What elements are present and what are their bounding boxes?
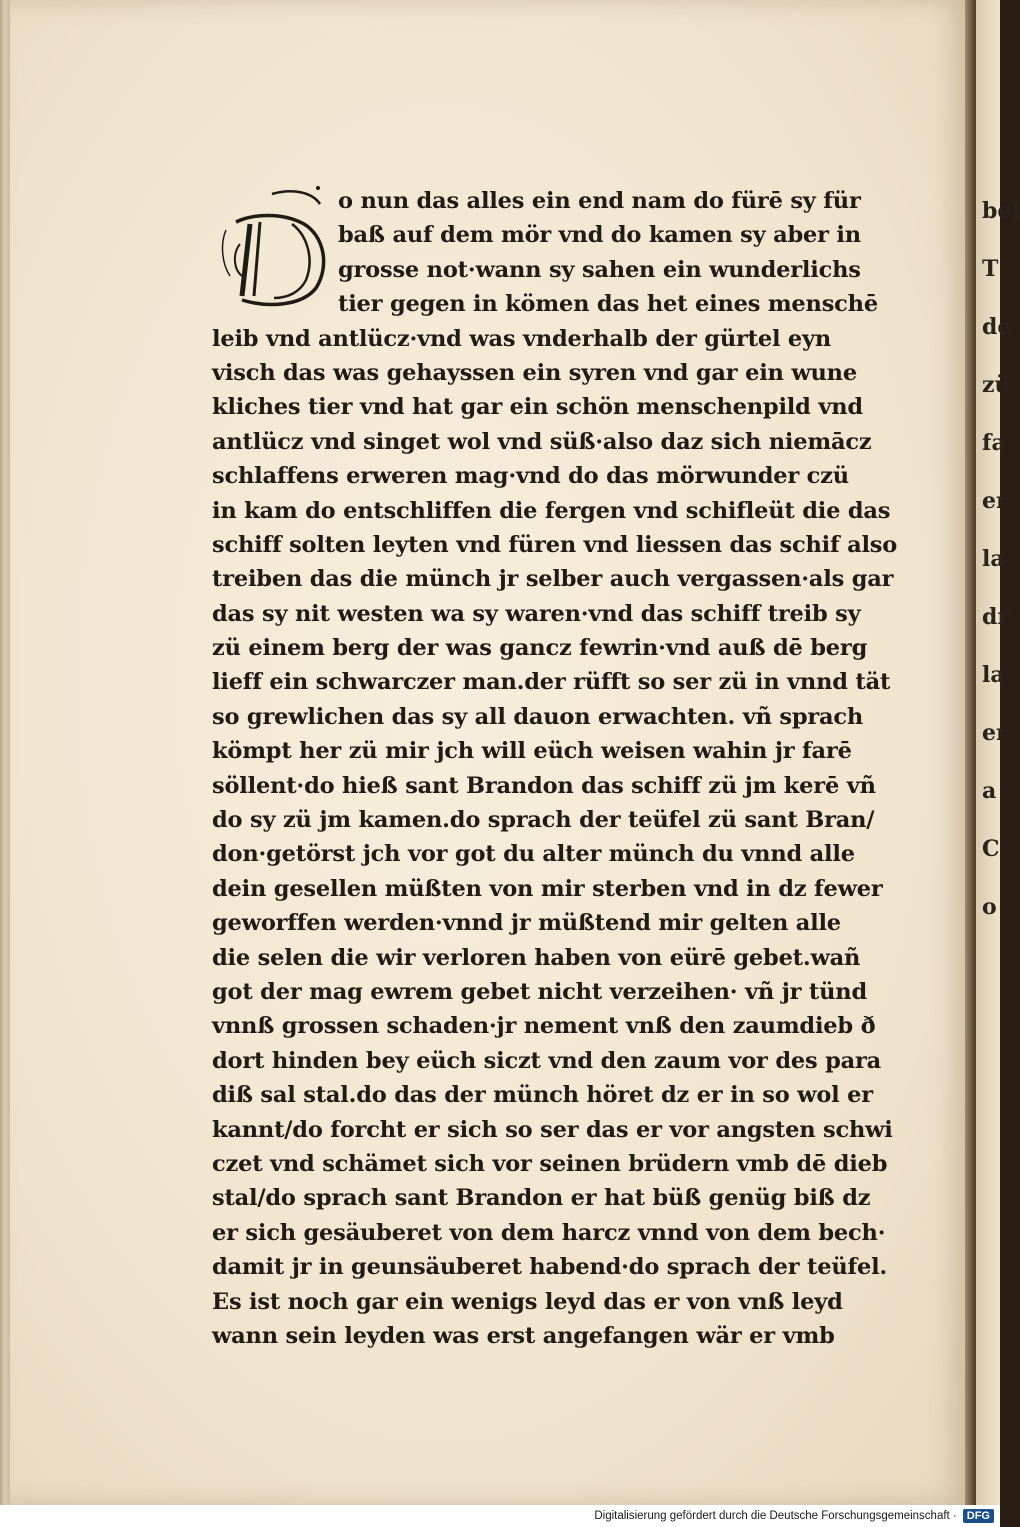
text-line: don·getörst jch vor got du alter münch du vnnd alle — [212, 841, 855, 868]
facing-page-fragment: de — [982, 314, 1012, 340]
text-line: er sich gesäuberet von dem harcz vnnd von dem bech· — [212, 1219, 886, 1246]
text-block — [212, 184, 898, 1353]
text-line: damit jr in geunsäuberet habend·do sprach der teüfel. — [212, 1254, 888, 1281]
text-line: schlaffens erweren mag·vnd do das mörwunder czü — [212, 463, 849, 490]
text-line: got der mag ewrem gebet nicht verzeihen· vñ jr tünd — [212, 978, 867, 1005]
text-line: baß auf dem mör vnd do kamen sy aber in — [338, 222, 861, 249]
text-line: geworffen werden·vnnd jr müßtend mir gelten alle — [212, 910, 841, 937]
text-line: lieff ein schwarczer man.der rüfft so ser zü in vnnd tät — [212, 669, 891, 696]
text-line: dein gesellen müßten von mir sterben vnd in dz fewer — [212, 875, 883, 902]
text-line: visch das was gehayssen ein syren vnd gar ein wune — [212, 359, 857, 386]
text-line: treiben das die münch jr selber auch vergassen·als gar — [212, 566, 894, 593]
text-line: leib vnd antlücz·vnd was vnderhalb der gürtel eyn — [212, 325, 832, 352]
text-line: das sy nit westen wa sy waren·vnd das schiff treib sy — [212, 600, 861, 627]
funding-credit: Digitalisierung gefördert durch die Deutsche Forschungsgemeinschaft · — [594, 1510, 957, 1522]
text-line: vnnß grossen schaden·jr nement vnß den zaumdieb ð — [212, 1013, 876, 1040]
text-line: kliches tier vnd hat gar ein schön menschenpild vnd — [212, 394, 863, 421]
text-line: schiff solten leyten vnd füren vnd liessen das schif also — [212, 531, 898, 558]
facing-page-fragment: T — [982, 256, 999, 282]
text-line: wann sein leyden was erst angefangen wär er vmb — [212, 1322, 835, 1349]
facing-page-fragment: la — [982, 662, 1005, 688]
text-line: antlücz vnd singet wol vnd süß·also daz sich niemācz — [212, 428, 872, 455]
text-line: stal/do sprach sant Brandon er hat büß genüg biß dz — [212, 1185, 871, 1212]
facing-page-fragment: a — [982, 778, 997, 804]
text-line: kannt/do forcht er sich so ser das er vor angsten schwi — [212, 1116, 893, 1143]
facing-page-fragment: er — [982, 720, 1008, 746]
dfg-logo: DFG — [963, 1509, 994, 1523]
facing-page-fragment: o — [982, 894, 997, 920]
text-line: kömpt her zü mir jch will eüch weisen wahin jr farē — [212, 738, 852, 765]
footer-bar — [0, 1505, 1000, 1527]
facing-page-fragment: fa — [982, 430, 1006, 456]
facing-page-fragment: dr — [982, 604, 1009, 630]
facing-page-fragment: zü — [982, 372, 1011, 398]
text-line: tier gegen in kömen das het eines menschē — [338, 291, 878, 318]
text-line: o nun das alles ein end nam do fürē sy für — [338, 188, 861, 214]
text-line: so grewlichen das sy all dauon erwachten. vñ sprach — [212, 703, 864, 730]
text-line: söllent·do hieß sant Brandon das schiff zü jm kerē vñ — [212, 772, 876, 799]
text-line: zü einem berg der was gancz fewrin·vnd auß dē berg — [212, 635, 868, 662]
text-line: czet vnd schämet sich vor seinen brüdern vmb dē dieb — [212, 1150, 888, 1177]
facing-page-fragment: la — [982, 546, 1005, 572]
facing-page-fragment: C — [982, 836, 1000, 862]
text-line: in kam do entschliffen die fergen vnd schifleüt die das — [212, 497, 891, 524]
facing-page-edge — [976, 0, 1020, 1505]
text-line: grosse not·wann sy sahen ein wunderlichs — [338, 256, 861, 283]
text-line: diß sal stal.do das der münch höret dz er in so wol er — [212, 1082, 873, 1109]
text-line: Es ist noch gar ein wenigs leyd das er von vnß leyd — [212, 1288, 843, 1315]
text-line: do sy zü jm kamen.do sprach der teüfel zü sant Bran/ — [212, 807, 875, 834]
facing-page-fragment: bel — [982, 198, 1020, 224]
text-line: dort hinden bey eüch siczt vnd den zaum vor des para — [212, 1047, 882, 1074]
text-line: die selen die wir verloren haben von eürē gebet.wañ — [212, 944, 861, 971]
facing-page-fragment: er — [982, 488, 1008, 514]
